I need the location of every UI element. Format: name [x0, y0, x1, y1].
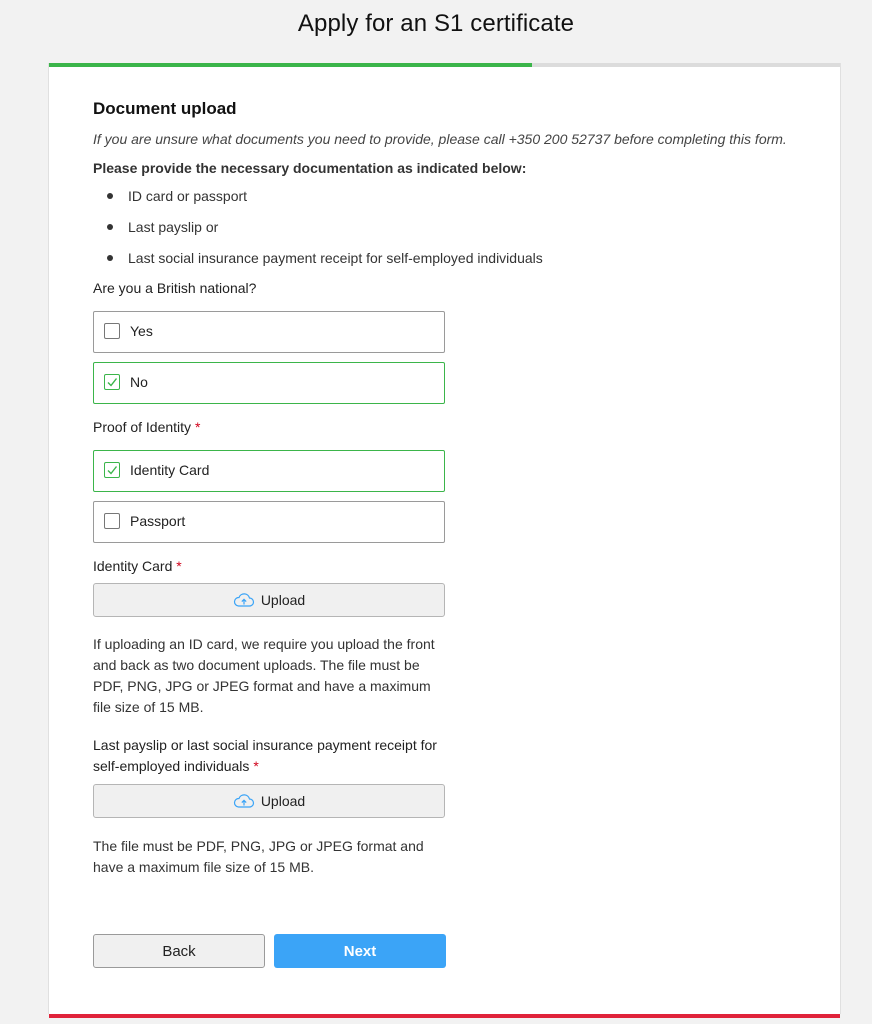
list-item: ID card or passport — [93, 186, 803, 217]
instructions-text: Please provide the necessary documentation as indicated below: — [93, 160, 527, 176]
progress-bar — [49, 63, 840, 67]
british-national-yes-option[interactable] — [93, 311, 445, 353]
upload-button-label: Upload — [260, 592, 306, 608]
required-mark: * — [253, 758, 259, 774]
form-card — [48, 63, 841, 1014]
option-label: Identity Card — [130, 462, 210, 478]
upload-button-label: Upload — [260, 793, 306, 809]
british-national-no-option[interactable] — [93, 362, 445, 404]
checkbox-checked-icon[interactable] — [104, 462, 120, 478]
intro-text: If you are unsure what documents you need to provide, please call +350 200 52737 before completing this form. — [93, 131, 787, 147]
bottom-accent-bar — [49, 1014, 840, 1018]
identity-card-upload-label: Identity Card * — [93, 558, 182, 574]
identity-card-upload-button[interactable] — [93, 583, 445, 617]
back-button[interactable]: Back — [93, 934, 265, 968]
british-national-question: Are you a British national? — [93, 280, 257, 296]
checkbox-icon[interactable] — [104, 513, 120, 529]
next-button[interactable]: Next — [274, 934, 446, 968]
option-label: Passport — [130, 513, 186, 529]
required-mark: * — [194, 419, 201, 435]
bullet-icon — [107, 224, 113, 230]
cloud-upload-icon — [233, 592, 255, 608]
option-label: No — [130, 374, 148, 390]
checkmark-icon — [106, 464, 118, 476]
progress-bar-fill — [49, 63, 532, 67]
required-mark: * — [176, 558, 182, 574]
proof-of-identity-question: Proof of Identity * — [93, 419, 201, 435]
list-item: Last payslip or — [93, 217, 803, 248]
payslip-upload-button[interactable] — [93, 784, 445, 818]
bullet-icon — [107, 193, 113, 199]
passport-option[interactable] — [93, 501, 445, 543]
option-label: Yes — [130, 323, 153, 339]
page-title: Apply for an S1 certificate — [297, 10, 575, 37]
payslip-help-text: The file must be PDF, PNG, JPG or JPEG format and have a maximum file size of 15 MB. — [93, 838, 424, 875]
document-list — [93, 186, 803, 279]
identity-card-option[interactable] — [93, 450, 445, 492]
cloud-upload-icon — [233, 793, 255, 809]
checkmark-icon — [106, 376, 118, 388]
checkbox-icon[interactable] — [104, 323, 120, 339]
identity-card-help-text: If uploading an ID card, we require you upload the front and back as two document uploads. The file must be PDF, PNG, JPG or JPEG format and have a maximum file size of 15 MB. — [93, 636, 435, 715]
bullet-icon — [107, 255, 113, 261]
checkbox-checked-icon[interactable] — [104, 374, 120, 390]
list-item: Last social insurance payment receipt for self-employed individuals — [93, 248, 803, 279]
section-title: Document upload — [93, 99, 237, 118]
form-content — [93, 99, 803, 878]
payslip-upload-label: Last payslip or last social insurance payment receipt for self-employed individuals * — [93, 737, 437, 774]
